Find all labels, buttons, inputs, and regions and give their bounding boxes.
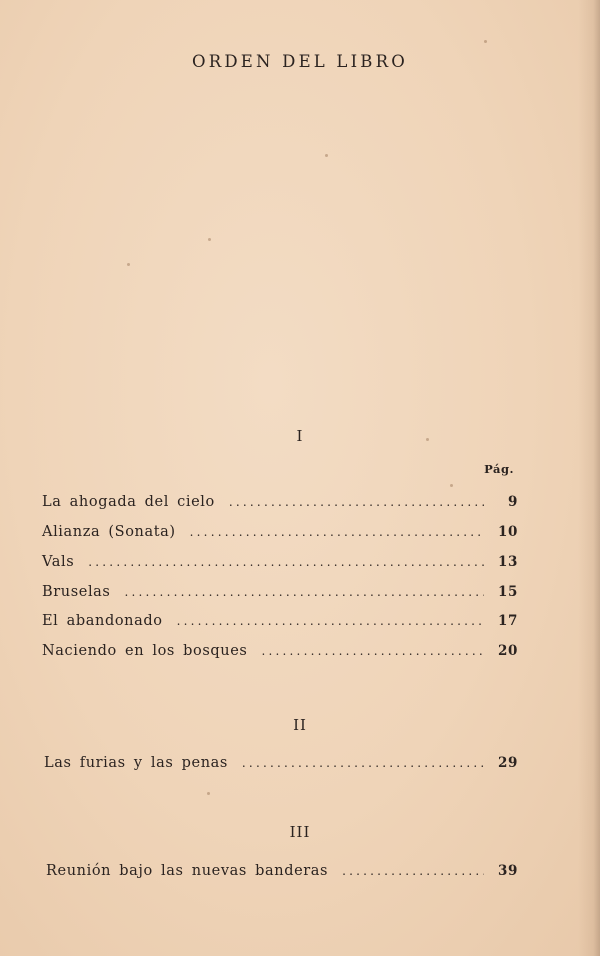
toc-entry-title: Vals	[42, 554, 75, 570]
toc-entry	[42, 584, 518, 600]
page-column-header: Pág.	[484, 462, 514, 476]
paper-speck	[325, 154, 328, 157]
section-numeral: III	[289, 823, 311, 841]
section-numeral: I	[296, 427, 304, 445]
toc-entry-title: Bruselas	[42, 584, 111, 600]
section-numeral: II	[293, 716, 307, 734]
toc-page-number: 39	[498, 863, 518, 879]
toc-entry-title: Naciendo en los bosques	[42, 643, 248, 659]
paper-speck	[450, 484, 453, 487]
dot-leader	[242, 757, 484, 769]
toc-entry-title: Reunión bajo las nuevas banderas	[46, 863, 329, 879]
toc-entry	[42, 643, 518, 659]
toc-entry	[42, 554, 518, 570]
paper-speck	[207, 792, 210, 795]
toc-entry-title: Las furias y las penas	[44, 755, 228, 771]
toc-page-number: 29	[498, 755, 518, 771]
dot-leader	[124, 586, 484, 598]
paper-speck	[127, 263, 130, 266]
toc-entry-title: La ahogada del cielo	[42, 494, 215, 510]
dot-leader	[229, 496, 484, 508]
page-edge-shadow	[578, 0, 600, 956]
dot-leader	[342, 865, 484, 877]
toc-entry-title: Alianza (Sonata)	[42, 524, 176, 540]
paper-speck	[484, 40, 487, 43]
toc-entry-title: El abandonado	[42, 613, 163, 629]
dot-leader	[261, 645, 484, 657]
dot-leader	[177, 615, 484, 627]
toc-entry	[42, 613, 518, 629]
toc-page-number: 15	[498, 584, 518, 600]
dot-leader	[88, 556, 484, 568]
dot-leader	[190, 526, 484, 538]
toc-page-number: 13	[498, 554, 518, 570]
toc-entry	[42, 524, 518, 540]
toc-entry	[42, 494, 518, 510]
page-title: ORDEN DEL LIBRO	[192, 52, 408, 71]
toc-page-number: 17	[498, 613, 518, 629]
toc-entry	[46, 863, 518, 879]
paper-speck	[208, 238, 211, 241]
toc-page-number: 20	[498, 643, 518, 659]
toc-page-number: 9	[508, 494, 518, 510]
toc-page-number: 10	[498, 524, 518, 540]
toc-entry	[44, 755, 518, 771]
